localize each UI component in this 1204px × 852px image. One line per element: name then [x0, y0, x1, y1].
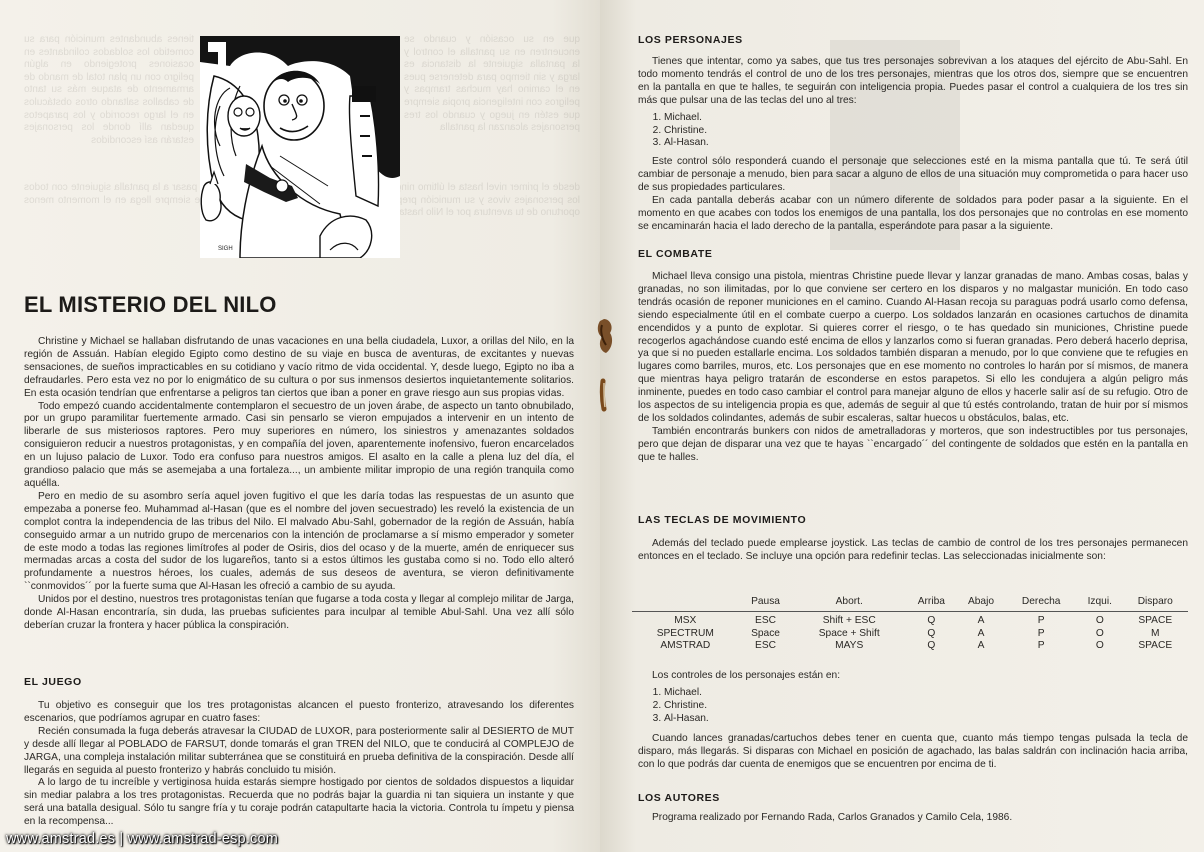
- table-cell: O: [1095, 627, 1104, 639]
- column-header: Derecha: [1021, 596, 1061, 607]
- table-cell: SPECTRUM: [656, 627, 714, 639]
- teclas-paragraph: Además del teclado puede emplearse joystick. Las teclas de cambio de control de los tres personajes permanecen entonces en el teclado. Se incluye una opción para redefinir teclas. Las seleccionadas inicialmente son:: [638, 538, 1188, 562]
- section-heading-combate: EL COMBATE: [638, 248, 713, 260]
- list-item: 1. Michael.: [664, 687, 1188, 700]
- list-item: 2. Christine.: [664, 125, 1188, 138]
- controls-list: [652, 687, 1188, 726]
- column-header: Abajo: [967, 596, 994, 607]
- list-item: 1. Michael.: [664, 112, 1188, 125]
- list-item: 3. Al-Hasan.: [664, 137, 1188, 150]
- combate-paragraph: También encontrarás bunkers con nidos de ametralladoras y morteros, que son indestructibles por tus personajes, pero que dejan de disparar una vez que te hayas ``encargado´´ del contingente de soldados que estén en la pantalla en que te halles.: [638, 425, 1188, 463]
- teclas-intro: [638, 538, 1188, 564]
- key-mapping-table: [632, 596, 1188, 653]
- list-item: 2. Christine.: [664, 700, 1188, 713]
- table-cell: P: [1037, 640, 1045, 652]
- table-row: [632, 628, 1188, 641]
- table-cell: A: [977, 627, 985, 639]
- table-cell: Space + Shift: [818, 627, 880, 639]
- bleed-through-text: desde el primer nivel hasta el último pasar a la pantalla siguiente con todos los personajes vivos y su munición siempre llega en el momento menos oportuno de tu aventura por el Nilo hasta: [24, 182, 580, 219]
- table-cell: O: [1095, 615, 1104, 626]
- intro-paragraph: Christine y Michael se hallaban disfrutando de unas vacaciones en una bella ciudadela, Luxor, a orillas del Nilo, en la región de Assuán. Habían elegido Egipto como destino de su viaje en busca de aventuras, de excitantes y nuevas sensaciones, de sueños impracticables en su cotidiano y vacío ritmo de vida occidental. Y, desde luego, Egipto no iba a defraudarles. Pero esta vez no por lo enigmático de su cultura o por sus inmensos desiertos inquietantemente solitarios. En esta ocasión tendrían que enfrentarse a peligros tan ciertos que iban a poner en grave riesgo aun sus propias vidas.: [24, 336, 574, 399]
- table-cell: M: [1150, 627, 1160, 639]
- autores-paragraph: Programa realizado por Fernando Rada, Carlos Granados y Camilo Cela, 1986.: [652, 812, 1013, 823]
- personajes-paragraph: Este control sólo responderá cuando el personaje que selecciones esté en la misma pantalla que tú. Te será útil cambiar de personaje a menudo, bien para sacar a alguno de ellos de una situación muy comprometida o para hacer uso de sus propiedades particulares.: [638, 156, 1188, 194]
- table-cell: SPACE: [1138, 615, 1173, 626]
- table-cell: ESC: [755, 615, 776, 626]
- juego-paragraph: A lo largo de tu increíble y vertiginosa huida estarás siempre hostigado por cientos de soldados dispuestos a liquidar sin mediar palabra a los tres protagonistas. Recuerda que no podrás bajar la guardia ni tan siquiera un instante y que será una batalla desigual. Sólo tu sangre fría y tu coraje podrán catapultarte hacia la victoria. Controla tu ímpetu y piensa en la recompensa...: [24, 777, 574, 828]
- juego-paragraph: Recién consumada la fuga deberás atravesar la CIUDAD de LUXOR, para posteriormente salir al DESIERTO de MUT y desde allí llegar al POBLADO de FARSUT, donde tomarás el gran TREN del NILO, que te conducirá al COMPLEJO de JARGA, una compleja instalación militar subterránea que se constituirá en prueba definitiva de la conspiración. Desde allí llegarás en seguida al puesto fronterizo y habrás concluido tu misión.: [24, 725, 574, 776]
- table-cell: Q: [927, 640, 936, 652]
- artist-signature: SIGH: [218, 246, 233, 252]
- table-cell: MAYS: [835, 640, 864, 652]
- table-cell: A: [977, 615, 985, 626]
- section-heading-teclas: LAS TECLAS DE MOVIMIENTO: [638, 514, 807, 526]
- juego-section: [24, 700, 574, 829]
- intro-paragraph: Pero en medio de su asombro sería aquel joven fugitivo el que les daría todas las respuestas de un asunto que empezaba a ponerse feo. Muhammad al-Hasan (que es el nombre del joven secuestrado) les reveló la existencia de un complot contra la independencia de las tribus del Nilo. El malvado Abu-Sahl, gobernador de la región de Assuán, había conseguido armar a un nutrido grupo de mercenarios con la intención de proclamarse a sí mismo emperador y someter de este modo a todas las regiones limítrofes al poder de Osiris, dios del ocaso y de la muerte, amén de enriquecer sus mermadas arcas a costa del sudor de los lugareños, tanto si a estos últimos les gustaba como si no. Todo ello alteró profundamente a nuestros héroes, los cuales, además de sus deseos de aventura, se vieron definitivamente ``conmovidos´´ por la fuerte suma que Al-Hasan les ofreció a cambio de su ayuda.: [24, 490, 574, 593]
- intro-paragraph: Todo empezó cuando accidentalmente contemplaron el secuestro de un joven árabe, de aspecto un tanto obnubilado, por un grupo paramilitar fuertemente armado. Casi sin pensarlo se vieron empujados a intervenir en un intento de liberarle de sus misteriosos raptores. Pero muy superiores en número, los siniestros y amenazantes soldados consiguieron reducir a nuestros protagonistas, y en compañía del joven, aparentemente inofensivo, fueron encarcelados en un lujuso palacio de Luxor. Todo era confuso para nuestros amigos. El asalto en la calle a plena luz del día, el grandioso palacio que más se asemejaba a una fortaleza..., un ambiente militar impropio de una región tranquila como aquélla.: [24, 400, 574, 489]
- column-header: Disparo: [1137, 596, 1173, 607]
- list-item: 3. Al-Hasan.: [664, 713, 1188, 726]
- combate-paragraph: Michael lleva consigo una pistola, mientras Christine puede llevar y lanzar granadas de mano. Ambas cosas, balas y granadas, no son ilimitadas, por lo que conviene ser certero en los disparos y no malgastar munición. En todo caso tendrás ocasión de reponer municiones en el camino. Cuando Al-Hasan recoja su paraguas podrá usarlo como defensa, siendo especialmente útil en el combate cuerpo a cuerpo. Los soldados lanzarán en ocasiones cartuchos de dinamita encendidos y a punto de explotar. Si quieres correr el riesgo, o te has quedado sin municiones, Christine puede recogerlos agachándose cuando esté encima de ellos y lanzarlos como si fueran granadas. Pero deberá hacerlo deprisa, ya que si no pueden estallarle encima. Los soldados también disparan a menudo, por lo que conviene que te refugies en lugares como barriles, muros, etc. Los personajes que en ese momento no controles lo harán por sí mismos, de manera que mientras haya peligro tratarán de esconderse en estos parapetos. Si ello les condujera a algún peligro más inminente, puedes en todo caso cambiar el control para manejar alguno de ellos y hacerle salir así de su refugio. Otro de los aspectos de su inteligencia propia es que, además de seguir al que tú estés controlando, tratan de huir por sí mismos de los soldados colindantes, además de subir escaleras, saltar huecos u obstáculos, balas, etc.: [638, 271, 1188, 424]
- character-list: [638, 112, 1188, 151]
- table-cell: P: [1037, 615, 1045, 626]
- section-heading-juego: EL JUEGO: [24, 676, 82, 688]
- juego-paragraph: Tu objetivo es conseguir que los tres protagonistas alcancen el puesto fronterizo, atravesando los diferentes escenarios, que podríamos agrupar en cuatro fases:: [24, 700, 574, 724]
- autores-section: [638, 812, 1188, 825]
- column-header: Abort.: [835, 596, 863, 607]
- section-heading-personajes: LOS PERSONAJES: [638, 34, 743, 46]
- comic-illustration: [200, 36, 400, 258]
- controles-intro: Los controles de los personajes están en:: [652, 670, 841, 681]
- table-cell: O: [1095, 640, 1104, 652]
- table-cell: AMSTRAD: [660, 640, 711, 652]
- bleed-through-text: que en su ocasión y cuando se encuentren en su pantalla el control y la pantalla siguiente la distancia es larga y sin tiempo para detenerse pues en el camino hay muchas trampas y peligros con inteligencia propia siempre que estén en juego y cuando los tres personajes alcanzan la pantalla: [404, 34, 580, 134]
- table-row: [632, 612, 1188, 628]
- personajes-section: [638, 56, 1188, 234]
- table-cell: Q: [927, 627, 936, 639]
- table-cell: Shift + ESC: [822, 615, 876, 626]
- intro-paragraph: Unidos por el destino, nuestros tres protagonistas tenían que fugarse a toda costa y llegar al complejo militar de Jarga, donde Al-Hasan encontraría, sin duda, las pruebas suficientes para inculpar al temible Abul-Sahl. Una vez allí sólo deberían cruzar la frontera y hacer pública la conspiración.: [24, 594, 574, 631]
- column-header: Arriba: [917, 596, 945, 607]
- table-header-row: [632, 596, 1188, 612]
- table-cell: Q: [927, 615, 936, 626]
- personajes-intro: Tienes que intentar, como ya sabes, que tus tres personajes sobrevivan a los ataques del ejército de Abu-Sahl. En todo momento tendrás el control de uno de los tres personajes, mientras que los otros dos, siempre que se encuentren en la pantalla en que te halles, te seguirán con inteligencia propia. Puedes pasar el control a cualquiera de los tres sin más que pulsar una de las teclas del uno al tres:: [638, 56, 1188, 106]
- personajes-paragraph: En cada pantalla deberás acabar con un número diferente de soldados para poder pasar a la siguiente. En el momento en que acabes con todos los enemigos de una pantalla, los dos personajes que no controlas en ese momento se encaminarán hacia el lado derecho de la pantalla, esperándote para pasar a la siguiente.: [638, 195, 1188, 232]
- table-cell: MSX: [674, 615, 697, 626]
- table-cell: P: [1037, 627, 1045, 639]
- table-cell: A: [977, 640, 985, 652]
- table-cell: SPACE: [1138, 640, 1173, 652]
- granadas-paragraph: Cuando lances granadas/cartuchos debes tener en cuenta que, cuanto más tiempo tengas pulsada la tecla de disparo, más llegarás. Si disparas con Michael en posición de agachado, las balas saldrán con inclinación hacia arriba, con lo que podrás dar cuenta de enemigos que se encuentren por encima de ti.: [638, 733, 1188, 770]
- section-heading-autores: LOS AUTORES: [638, 792, 720, 804]
- left-page: [0, 0, 600, 852]
- controles-section: [652, 670, 1188, 732]
- column-header: [632, 596, 739, 612]
- column-header: Pausa: [751, 596, 780, 607]
- staple-rust-mark: [594, 315, 616, 425]
- granadas-section: [638, 733, 1188, 772]
- table-cell: Space: [751, 627, 780, 639]
- combate-section: [638, 271, 1188, 465]
- site-watermark: www.amstrad.es | www.amstrad-esp.com: [6, 831, 279, 847]
- column-header: Izqui.: [1087, 596, 1112, 607]
- bleed-through-text: tienes abundantes munición para su cometido los soldados colindantes en ocasiones protegiendo en algún peligro con un plan total de mando de armamento de ataque más su tanto de caballos saltando otros obstáculos en el largo recorrido y los parapetos quedan allí donde los personajes estarán así escondidos: [24, 34, 194, 146]
- table-cell: ESC: [755, 640, 776, 652]
- table-row: [632, 640, 1188, 653]
- intro-section: [24, 336, 574, 633]
- page-title: EL MISTERIO DEL NILO: [24, 292, 277, 317]
